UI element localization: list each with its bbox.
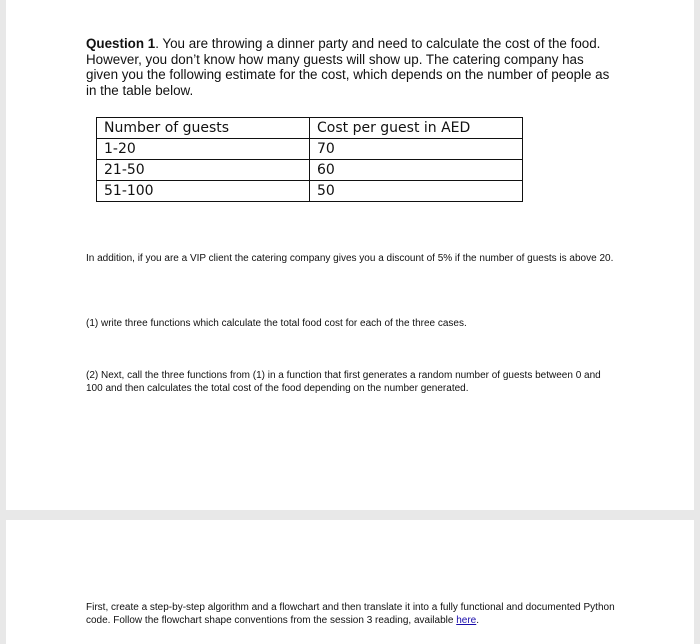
document-page-1 bbox=[6, 0, 694, 510]
table-row bbox=[97, 181, 523, 202]
vip-discount-paragraph: In addition, if you are a VIP client the catering company gives you a discount of 5% if the number of guests is above 20. bbox=[86, 253, 614, 264]
document-page-2 bbox=[6, 520, 694, 644]
header-cost-per-guest: Cost per guest in AED bbox=[310, 118, 523, 139]
task-part-2: (2) Next, call the three functions from (1) in a function that first generates a random number of guests between 0 and 100 and then calculates the total cost of the food depending on the number generated. bbox=[86, 370, 601, 394]
table-row bbox=[97, 139, 523, 160]
instructions-end: . bbox=[476, 614, 480, 626]
guests-range-cell: 1-20 bbox=[97, 139, 310, 160]
cost-cell: 60 bbox=[310, 160, 523, 181]
table-row bbox=[97, 160, 523, 181]
question-statement bbox=[86, 36, 616, 98]
header-number-of-guests: Number of guests bbox=[97, 118, 310, 139]
question-label: Question 1 bbox=[86, 36, 156, 51]
table-header-row bbox=[97, 118, 523, 139]
task-part-1: (1) write three functions which calculate the total food cost for each of the three cases. bbox=[86, 318, 467, 329]
reading-link[interactable]: here bbox=[456, 614, 477, 626]
guests-range-cell: 51-100 bbox=[97, 181, 310, 202]
cost-table bbox=[96, 117, 523, 202]
question-text: . You are throwing a dinner party and need to calculate the cost of the food. However, you don’t know how many guests will show up. The catering company has given you the following estimate for the cost, which depends on the number of people as in the table below. bbox=[86, 36, 610, 98]
guests-range-cell: 21-50 bbox=[97, 160, 310, 181]
instructions-text: First, create a step-by-step algorithm and a flowchart and then translate it into a fully functional and documented Python code. Follow the flowchart shape conventions from the session 3 reading, available bbox=[86, 602, 615, 626]
instructions-paragraph bbox=[86, 602, 616, 627]
cost-cell: 70 bbox=[310, 139, 523, 160]
cost-cell: 50 bbox=[310, 181, 523, 202]
